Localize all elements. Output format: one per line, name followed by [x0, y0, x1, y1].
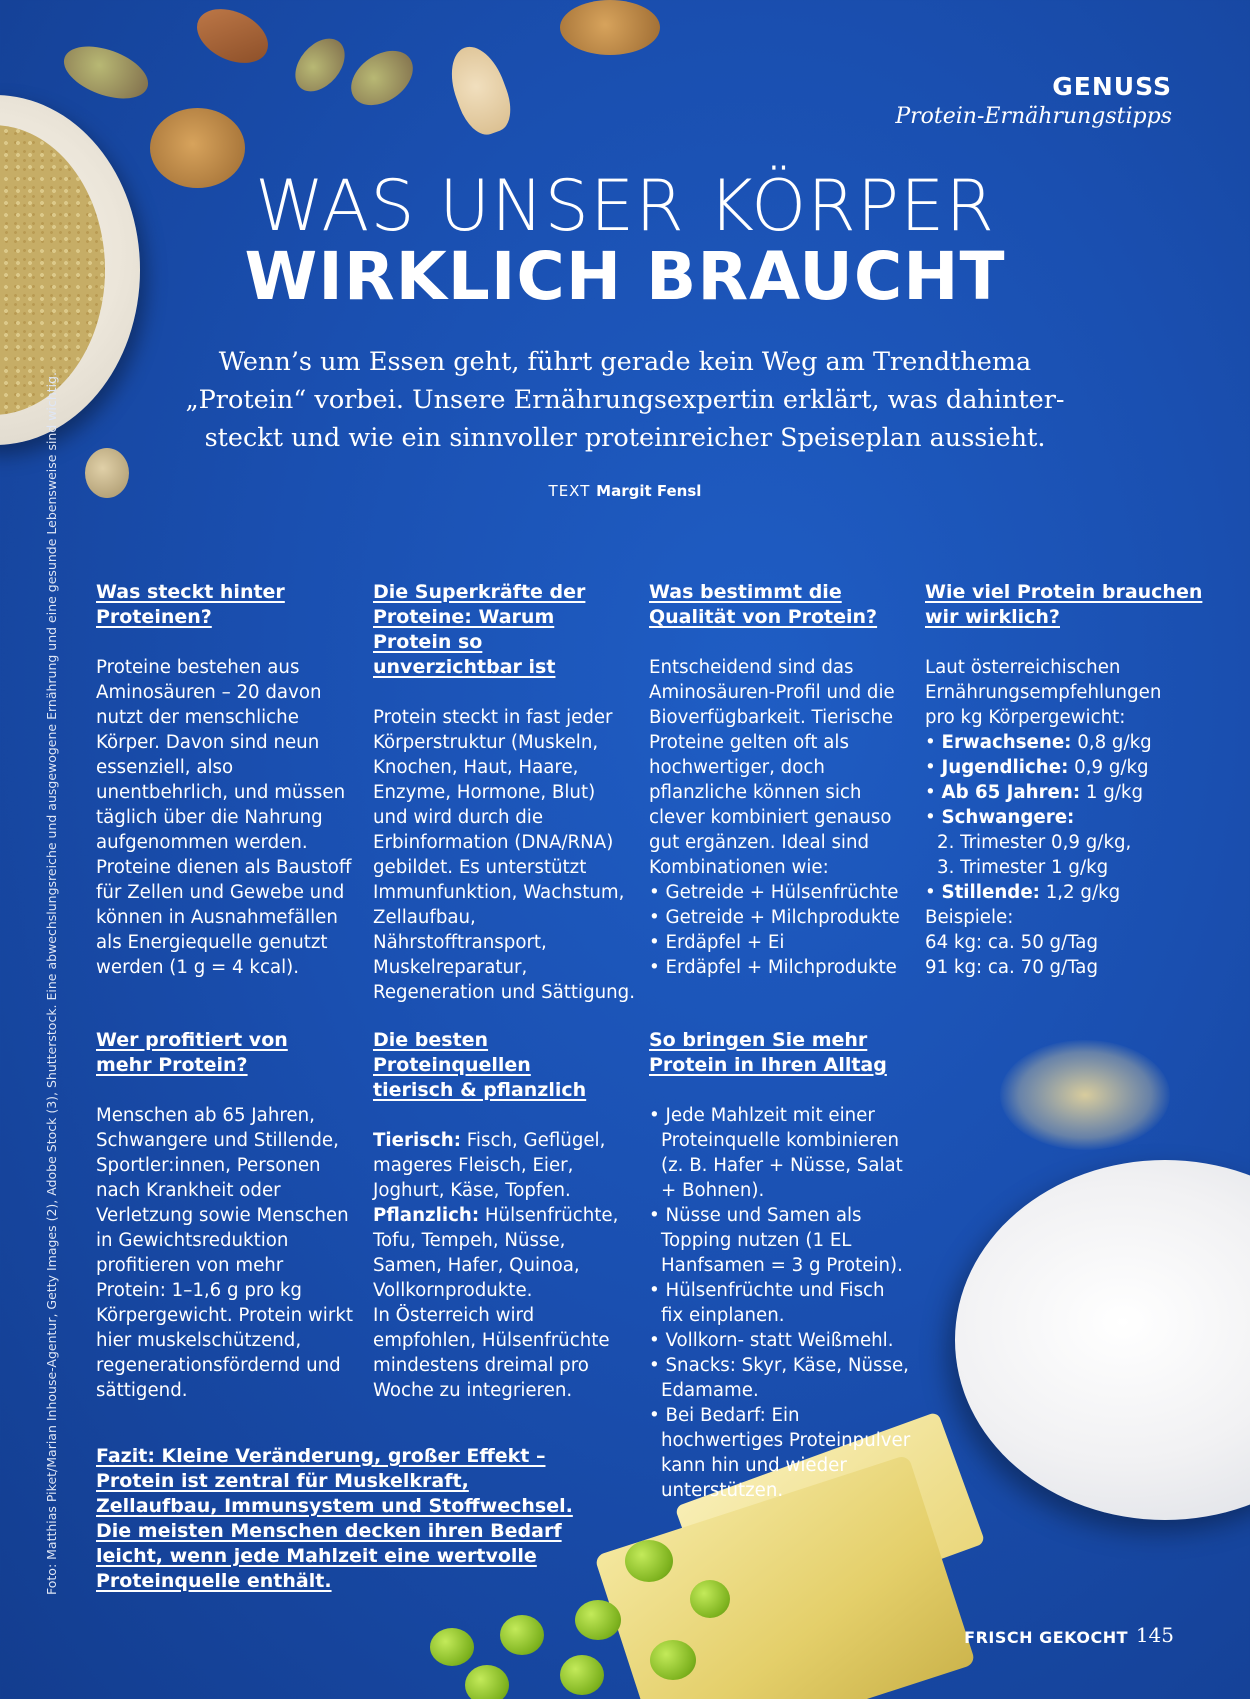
breastfeeding-value: 1,2 g/kg — [1039, 882, 1121, 903]
footer-brand: FRISCH GEKOCHT — [964, 1628, 1128, 1647]
intro-line-1: Wenn’s um Essen geht, führt gerade kein Weg am Trendthema — [218, 347, 1032, 377]
list-item: • Hülsenfrüchte und Fisch fix einplanen. — [649, 1278, 911, 1328]
byline-label: TEXT — [548, 482, 591, 500]
edamame-image-4 — [500, 1615, 544, 1655]
adults-label: Erwachsene: — [941, 732, 1072, 753]
paragraph-what-is-protein: Proteine bestehen aus Aminosäuren – 20 davon nutzt der menschliche Körper. Davon sind neun essenziell, also unentbehrlich, und müssen täglich über die Nahrung aufgenommen werden. Proteine dienen als Baustoff für Zellen und Gewebe und können in Ausnahmefällen als Energiequelle genutzt werden (1 g = 4 kcal). — [96, 657, 352, 978]
list-item — [925, 780, 1215, 805]
teens-label: Jugendliche: — [941, 757, 1069, 778]
plant-label: Pflanzlich: — [373, 1205, 480, 1226]
page-number: 145 — [1135, 1623, 1174, 1647]
list-item: • Nüsse und Samen als Topping nutzen (1 EL Hanfsamen = 3 g Protein). — [649, 1203, 911, 1278]
recommendation-list — [925, 730, 1215, 830]
list-item — [925, 730, 1215, 755]
hemp-seeds-image — [1000, 1040, 1170, 1150]
section-subtitle: Protein-Ernährungstipps — [895, 104, 1172, 129]
photo-credit: Foto: Matthias Piket/Marian Inhouse-Agentur, Getty Images (2), Adobe Stock (3), Shutterstock. Eine abwechslungsreiche und ausgewogene Ernährung und eine gesunde Lebensweise sind wichtig. — [44, 371, 59, 1595]
intro-line-3: steckt und wie ein sinnvoller proteinreicher Speiseplan aussieht. — [204, 423, 1046, 453]
byline — [0, 482, 1250, 500]
column-2-lower — [373, 1028, 635, 1403]
almond-image — [188, 0, 276, 74]
recommendation-list-2 — [925, 880, 1215, 905]
pistachio-image — [57, 36, 155, 108]
animal-text: Fisch, Geflügel, mageres Fleisch, Eier, Joghurt, Käse, Topfen. — [373, 1130, 606, 1201]
column-4 — [925, 580, 1215, 980]
column-2 — [373, 580, 635, 1005]
paragraph-animal-sources — [373, 1128, 635, 1203]
edamame-image-8 — [690, 1580, 730, 1618]
plant-text: Hülsenfrüchte, Tofu, Tempeh, Nüsse, Samen, Hafer, Quinoa, Vollkornprodukte. — [373, 1205, 619, 1301]
edamame-image-5 — [430, 1628, 474, 1666]
cashew-image — [441, 39, 519, 141]
list-item: • Getreide + Hülsenfrüchte — [649, 880, 911, 905]
list-item — [925, 755, 1215, 780]
combination-list — [649, 880, 911, 980]
list-item: • Erdäpfel + Milchprodukte — [649, 955, 911, 980]
list-item: • Jede Mahlzeit mit einer Proteinquelle kombinieren (z. B. Hafer + Nüsse, Salat + Bohnen). — [649, 1103, 911, 1203]
heading-everyday-tips: So bringen Sie mehr Protein in Ihren Alltag — [649, 1029, 887, 1076]
edamame-image-6 — [465, 1665, 509, 1699]
edamame-image-3 — [560, 1655, 604, 1695]
list-item — [925, 805, 1215, 830]
trimester-2: 2. Trimester 0,9 g/kg, — [937, 832, 1132, 853]
column-3-lower — [649, 1028, 911, 1503]
pistachio-image-2 — [341, 40, 423, 117]
heading-who-benefits: Wer profitiert von mehr Protein? — [96, 1029, 288, 1076]
title-line-1: WAS UNSER KÖRPER — [255, 165, 995, 247]
intro-line-2: „Protein“ vorbei. Unsere Ernährungsexpertin erklärt, was dahinter- — [185, 385, 1065, 415]
byline-author: Margit Fensl — [596, 482, 702, 500]
seniors-label: Ab 65 Jahren: — [941, 782, 1081, 803]
list-item: • Snacks: Skyr, Käse, Nüsse, Edamame. — [649, 1353, 911, 1403]
title-line-2: WIRKLICH BRAUCHT — [244, 238, 1006, 315]
examples-label: Beispiele: — [925, 907, 1014, 928]
heading-quality: Was bestimmt die Qualität von Protein? — [649, 581, 878, 628]
adults-value: 0,8 g/kg — [1071, 732, 1152, 753]
trimester-3: 3. Trimester 1 g/kg — [937, 857, 1109, 878]
column-1 — [96, 580, 358, 980]
example-1: 64 kg: ca. 50 g/Tag — [925, 932, 1099, 953]
breastfeeding-label: Stillende: — [941, 882, 1040, 903]
paragraph-superpowers: Protein steckt in fast jeder Körperstruktur (Muskeln, Knochen, Haut, Haare, Enzyme, Hormone, Blut) und wird durch die Erbinformation (DNA/RNA) gebildet. Es unterstützt Immunfunktion, Wachstum, Zellaufbau, Nährstofftransport, Muskelreparatur, Regeneration und Sättigung. — [373, 707, 636, 1003]
list-item: • Bei Bedarf: Ein hochwertiges Proteinpulver kann hin und wieder unterstützen. — [649, 1403, 911, 1503]
heading-how-much: Wie viel Protein brauchen wir wirklich? — [925, 581, 1203, 628]
paragraph-who-benefits: Menschen ab 65 Jahren, Schwangere und Stillende, Sportler:innen, Personen nach Krankheit oder Verletzung sowie Menschen in Gewichtsreduktion profitieren von mehr Protein: 1–1,6 g pro kg Körpergewicht. Protein wirkt hier muskelschützend, regenerationsfördernd und sättigend. — [96, 1105, 354, 1401]
list-item — [925, 880, 1215, 905]
list-item: • Erdäpfel + Ei — [649, 930, 911, 955]
animal-label: Tierisch: — [373, 1130, 462, 1151]
teens-value: 0,9 g/kg — [1068, 757, 1149, 778]
tips-list — [649, 1103, 911, 1503]
intro-text — [175, 343, 1075, 457]
column-1-lower — [96, 1028, 358, 1403]
pregnant-label: Schwangere: — [941, 807, 1075, 828]
heading-best-sources: Die besten Proteinquellen tierisch & pflanzlich — [373, 1029, 587, 1101]
edamame-image-2 — [575, 1600, 621, 1640]
paragraph-plant-sources — [373, 1203, 635, 1303]
list-item: • Vollkorn- statt Weißmehl. — [649, 1328, 911, 1353]
heading-superpowers: Die Superkräfte der Proteine: Warum Protein so unverzichtbar ist — [373, 581, 586, 678]
column-3 — [649, 580, 911, 980]
paragraph-how-much: Laut österreichischen Ernährungsempfehlungen pro kg Körpergewicht: — [925, 657, 1162, 728]
section-label: GENUSS — [1052, 72, 1172, 101]
pistachio-image-3 — [285, 29, 354, 101]
paragraph-austria-recommendation: In Österreich wird empfohlen, Hülsenfrüchte mindestens dreimal pro Woche zu integrieren. — [373, 1305, 610, 1401]
paragraph-quality: Entscheidend sind das Aminosäuren-Profil und die Bioverfügbarkeit. Tierische Proteine gelten oft als hochwertiger, doch pflanzliche können sich clever kombiniert genauso gut ergänzen. Ideal sind Kombinationen wie: — [649, 657, 895, 878]
heading-what-is-protein: Was steckt hinter Proteinen? — [96, 581, 285, 628]
example-2: 91 kg: ca. 70 g/Tag — [925, 957, 1099, 978]
walnut-image-2 — [560, 0, 660, 55]
edamame-image-7 — [650, 1640, 696, 1680]
list-item: • Getreide + Milchprodukte — [649, 905, 911, 930]
seniors-value: 1 g/kg — [1080, 782, 1143, 803]
edamame-image — [625, 1540, 673, 1582]
yogurt-bowl-image — [955, 1160, 1250, 1520]
conclusion-text: Fazit: Kleine Veränderung, großer Effekt – Protein ist zentral für Muskelkraft, Zellaufbau, Immunsystem und Stoffwechsel. Die meisten Menschen decken ihren Bedarf leicht, wenn jede Mahlzeit eine wertvolle Proteinquelle enthält. — [96, 1445, 573, 1592]
